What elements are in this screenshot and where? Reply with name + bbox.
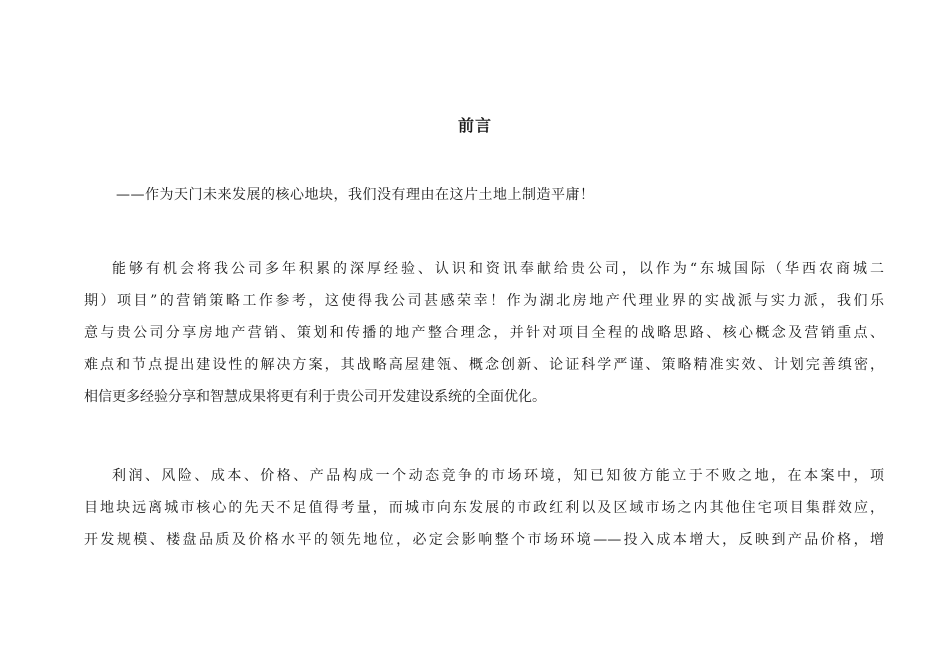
paragraph-line: 能够有机会将我公司多年积累的深厚经验、认识和资讯奉献给贵公司，以作为“东城国际（华西农商城二 [112, 261, 884, 277]
paragraph-line: 期）项目”的营销策略工作参考，这使得我公司甚感荣幸！作为湖北房地产代理业界的实战派与实力派，我们乐 [84, 293, 884, 309]
paragraph-line: 目地块远离城市核心的先天不足值得考量，而城市向东发展的市政红利以及区域市场之内其他住宅项目集群效应， [84, 500, 884, 516]
page-subtitle: ——作为天门未来发展的核心地块，我们没有理由在这片土地上制造平庸！ [116, 187, 595, 203]
paragraph-line: 意与贵公司分享房地产营销、策划和传播的地产整合理念，并针对项目全程的战略思路、核心概念及营销重点、 [84, 325, 884, 341]
paragraph-line: 利润、风险、成本、价格、产品构成一个动态竞争的市场环境，知已知彼方能立于不败之地，在本案中，项 [112, 468, 884, 484]
paragraph-line: 开发规模、楼盘品质及价格水平的领先地位，必定会影响整个市场环境——投入成本增大，反映到产品价格，增 [84, 532, 884, 548]
page-title: 前言 [457, 116, 492, 135]
paragraph-2 [84, 460, 884, 556]
paragraph-1 [84, 253, 884, 413]
paragraph-line: 难点和节点提出建设性的解决方案，其战略高屋建瓴、概念创新、论证科学严谨、策略精准实效、计划完善缜密， [84, 357, 884, 373]
paragraph-line: 相信更多经验分享和智慧成果将更有利于贵公司开发建设系统的全面优化。 [84, 389, 546, 405]
